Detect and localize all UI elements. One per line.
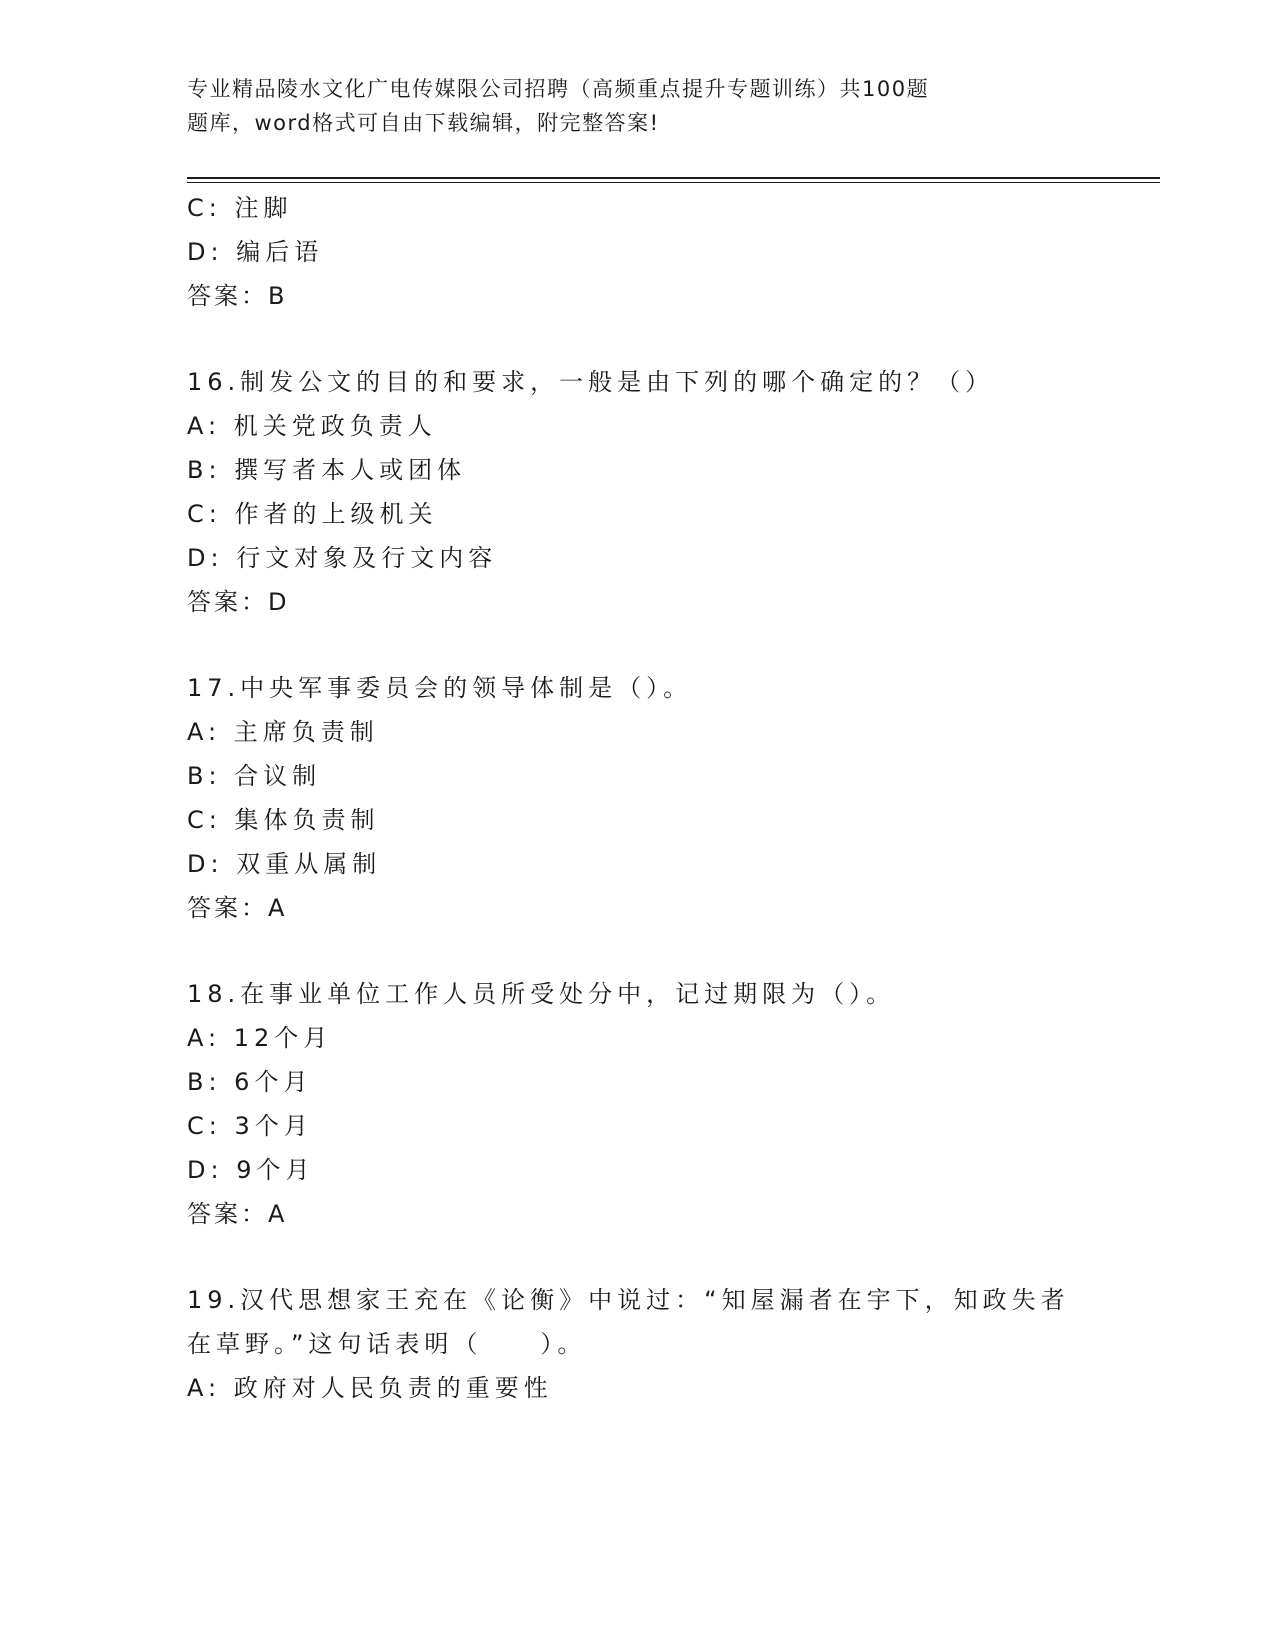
q16-option-c: C: 作者的上级机关 <box>187 500 438 528</box>
q16-option-a: A: 机关党政负责人 <box>187 412 437 440</box>
q19-question-line-2: 在草野。”这句话表明（ ）。 <box>187 1330 587 1358</box>
q18-option-c: C: 3个月 <box>187 1112 313 1140</box>
q16-question: 16.制发公文的目的和要求，一般是由下列的哪个确定的？（） <box>187 368 995 396</box>
q18-option-a: A: 12个月 <box>187 1024 333 1052</box>
q17-question: 17.中央军事委员会的领导体制是（）。 <box>187 674 693 702</box>
q18-answer: 答案：A <box>187 1200 288 1228</box>
q17-answer: 答案：A <box>187 894 288 922</box>
q17-option-a: A: 主席负责制 <box>187 718 379 746</box>
q15-option-d: D: 编后语 <box>187 238 324 266</box>
q16-option-b: B: 撰写者本人或团体 <box>187 456 467 484</box>
header-title-line-2: 题库，word格式可自由下载编辑，附完整答案! <box>187 111 660 135</box>
q15-answer: 答案：B <box>187 282 288 310</box>
q17-option-b: B: 合议制 <box>187 762 322 790</box>
document-header <box>187 72 1037 140</box>
header-divider <box>187 177 1160 183</box>
q15-option-c: C: 注脚 <box>187 194 293 222</box>
q18-option-b: B: 6个月 <box>187 1068 313 1096</box>
q17-option-c: C: 集体负责制 <box>187 806 380 834</box>
q19-option-a: A: 政府对人民负责的重要性 <box>187 1374 553 1402</box>
q16-answer: 答案：D <box>187 588 290 616</box>
header-title-line-1: 专业精品陵水文化广电传媒限公司招聘（高频重点提升专题训练）共100题 <box>187 77 930 101</box>
q18-question: 18.在事业单位工作人员所受处分中，记过期限为（）。 <box>187 980 896 1008</box>
q17-option-d: D: 双重从属制 <box>187 850 382 878</box>
q16-option-d: D: 行文对象及行文内容 <box>187 544 498 572</box>
q19-question-line-1: 19.汉代思想家王充在《论衡》中说过：“知屋漏者在宇下，知政失者 <box>187 1286 1070 1314</box>
q18-option-d: D: 9个月 <box>187 1156 315 1184</box>
